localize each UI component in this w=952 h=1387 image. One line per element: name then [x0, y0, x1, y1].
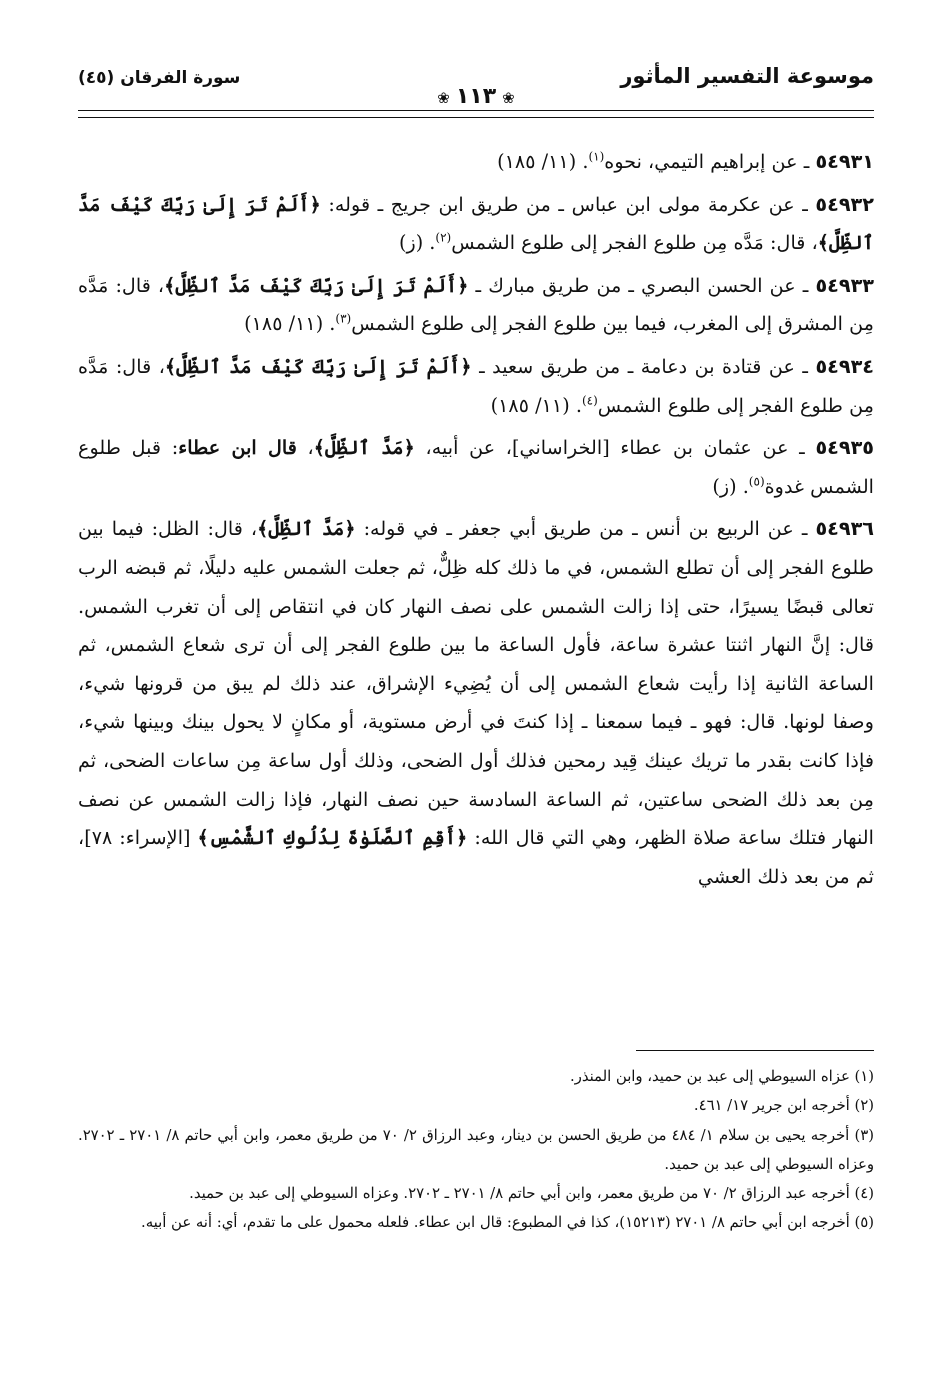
speaker-label: قال ابن عطاء: [178, 436, 297, 460]
entry-text: ـ عن الحسن البصري ـ من طريق مبارك ـ: [468, 273, 816, 297]
footnote-ref[interactable]: (١): [588, 149, 605, 164]
quran-quote: ﴿مَدَّ ٱلظِّلَّ﴾: [313, 436, 415, 460]
footnote-ref[interactable]: (٣): [335, 311, 352, 326]
quran-quote: ﴿أَلَمْ تَرَ إِلَىٰ رَبِّكَ كَيْفَ مَدَّ ٱلظِّلَّ﴾: [164, 354, 472, 378]
entry-text: . (١١/ ١٨٥): [497, 150, 589, 173]
footnote: (٤) أخرجه عبد الرزاق ٢/ ٧٠ من طريق معمر، وابن أبي حاتم ٨/ ٢٧٠١ ـ ٢٧٠٢. وعزاه السيوطي إلى عبد بن حميد.: [189, 1185, 874, 1203]
book-title: موسوعة التفسير المأثور: [620, 64, 874, 88]
ornament-icon: ❀: [437, 89, 450, 107]
ornament-icon: ❀: [502, 89, 515, 107]
entry: [78, 510, 874, 896]
page-number: ١١٣: [455, 84, 497, 109]
footnote-ref[interactable]: (٤): [581, 393, 598, 408]
surah-label: سورة الفرقان (٤٥): [78, 68, 241, 88]
entry-text: . (١١/ ١٨٥): [490, 393, 582, 417]
entry-text: ـ عن الربيع بن أنس ـ من طريق أبي جعفر ـ في قوله:: [355, 517, 816, 541]
entry: [78, 267, 874, 344]
entry-text: ـ عن عثمان بن عطاء [الخراساني]، عن أبيه،: [414, 436, 816, 460]
entry: [78, 143, 874, 182]
quran-quote: ﴿أَقِمِ ٱلصَّلَوٰةَ لِدُلُوكِ ٱلشَّمْسِ﴾: [197, 826, 468, 850]
entry-text: ـ عن عكرمة مولى ابن عباس ـ من طريق ابن جريج ـ قوله:: [320, 192, 816, 216]
footnote: (٥) أخرجه ابن أبي حاتم ٨/ ٢٧٠١ (١٥٢١٣)، كذا في المطبوع: قال ابن عطاء. فلعله محمول على ما تقدم، أي: أنه عن أبيه.: [141, 1214, 874, 1232]
footnote-separator: [636, 1050, 874, 1051]
main-text: [78, 143, 874, 900]
entry: [78, 348, 874, 425]
entry-number: ٥٤٩٣٥: [815, 436, 874, 460]
quran-quote: ﴿أَلَمْ تَرَ إِلَىٰ رَبِّكَ كَيْفَ مَدَّ ٱلظِّلَّ﴾: [78, 192, 874, 255]
entry-text: ، قال: الظل: فيما بين طلوع الفجر إلى أن تطلع الشمس، في ما ذلك كله ظِلٌّ، ثم جعلت الشمس عليه دليلًا، ثم قبضه الرب تعالى قبضًا يسيرًا، حتى إذا زالت الشمس على نصف النهار كان في انتقاص إلى أن تغرب الشمس. قال: إنَّ النهار اثنتا عشرة ساعة، فأول الساعة ما بين طلوع الفجر إلى أن ترى شعاع الشمس، ثم الساعة الثانية إذا رأيت شعاع الشمس إلى أن يُضِيء الإشراق، عند ذلك لم يبق من قرونها شيء، وصفا لونها. قال: فهو ـ فيما سمعنا ـ إذا كنتَ في أرض مستوية، أو مكانٍ لا يحول بينك وبينها شيء، فإذا كانت بقدر ما تريك عينك قِيد رمحين فذلك أول الضحى، وذلك أول ساعة مِن ساعات الضحى، ثم مِن بعد ذلك الضحى ساعتين، ثم الساعة السادسة حين نصف النهار، فإذا زالت الشمس عن نصف النهار فتلك ساعة صلاة الظهر، وهي التي قال الله:: [78, 517, 874, 850]
entry-text: ، قال: مَدَّه مِن طلوع الفجر إلى طلوع الشمس: [78, 354, 874, 417]
footnotes: [78, 1062, 874, 1238]
entry-text: . (ز): [712, 474, 749, 498]
footnote: (٣) أخرجه يحيى بن سلام ١/ ٤٨٤ من طريق الحسن بن دينار، وعبد الرزاق ٢/ ٧٠ من طريق معمر، وابن أبي حاتم ٨/ ٢٧٠١ ـ ٢٧٠٢. وعزاه السيوطي إلى عبد بن حميد.: [78, 1126, 874, 1173]
entry-number: ٥٤٩٣٦: [815, 517, 875, 541]
entry-text: . (١١/ ١٨٥): [244, 312, 336, 336]
entry-text: ـ عن إبراهيم التيمي، نحوه: [604, 150, 816, 173]
entry-text: ، قال: مَدَّه مِن طلوع الفجر إلى طلوع الشمس: [451, 231, 818, 255]
entry-text: ،: [296, 436, 314, 460]
entry: [78, 186, 874, 263]
entry-number: ٥٤٩٣٤: [815, 354, 874, 378]
entry-number: ٥٤٩٣٣: [815, 273, 875, 297]
footnote: (٢) أخرجه ابن جرير ١٧/ ٤٦١.: [693, 1097, 874, 1115]
footnote-ref[interactable]: (٥): [748, 474, 765, 489]
footnote: (١) عزاه السيوطي إلى عبد بن حميد، وابن المنذر.: [569, 1068, 874, 1085]
entry-text: [الإسراء: ٧٨]، ثم من بعد ذلك العشي: [78, 826, 874, 888]
entry-number: ٥٤٩٣١: [815, 150, 874, 173]
entry-number: ٥٤٩٣٢: [815, 192, 874, 216]
quran-quote: ﴿أَلَمْ تَرَ إِلَىٰ رَبِّكَ كَيْفَ مَدَّ ٱلظِّلَّ﴾: [164, 273, 469, 297]
quran-quote: ﴿مَدَّ ٱلظِّلَّ﴾: [257, 517, 356, 541]
footnote-ref[interactable]: (٢): [435, 230, 452, 245]
entry-text: ، قال: مَدَّه مِن المشرق إلى المغرب، فيما بين طلوع الفجر إلى طلوع الشمس: [78, 273, 874, 336]
entry-text: . (ز): [398, 231, 436, 255]
running-header: [78, 58, 874, 118]
entry-text: : قبل طلوع الشمس غدوة: [78, 436, 874, 498]
header-rule: [78, 110, 874, 118]
entry-text: ـ عن قتادة بن دعامة ـ من طريق سعيد ـ: [471, 354, 816, 378]
entry: [78, 429, 874, 506]
